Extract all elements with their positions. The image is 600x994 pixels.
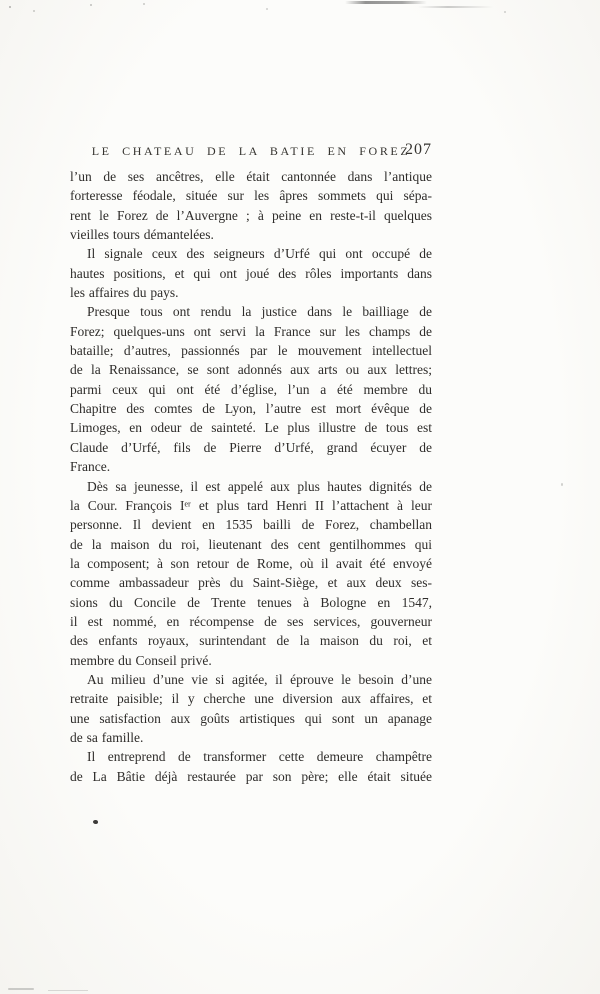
scan-speck <box>90 4 92 6</box>
text-line: de La Bâtie déjà restaurée par son père; elle était située <box>70 768 432 784</box>
text-line: parmi ceux qui ont été d’église, l’un a été membre du <box>70 381 432 397</box>
text-line: de sa famille. <box>70 729 144 745</box>
text-line: les affaires du pays. <box>70 285 179 301</box>
text-line: personne. Il devient en 1535 bailli de Forez, chambellan <box>70 517 432 533</box>
running-head <box>70 141 432 167</box>
text-line: France. <box>70 459 111 475</box>
ink-dot <box>93 820 98 824</box>
paragraph <box>70 302 432 476</box>
paragraph <box>70 244 432 302</box>
text-line: forteresse féodale, située sur les âpres sommets qui sépa- <box>70 188 432 204</box>
text-line: hautes positions, et qui ont joué des rôles importants dans <box>70 265 432 281</box>
text-line: de la maison du roi, lieutenant des cent gentilhommes qui <box>70 536 432 552</box>
scan-speck <box>504 11 506 13</box>
scan-speck <box>143 3 145 5</box>
paragraph <box>70 747 432 786</box>
page-number: 207 <box>405 141 432 158</box>
scan-speck <box>9 6 11 8</box>
text-line: Forez; quelques-uns ont servi la France sur les champs de <box>70 323 432 339</box>
scan-speck <box>561 483 563 486</box>
text-line: vieilles tours démantelées. <box>70 227 214 243</box>
text-line: Il signale ceux des seigneurs d’Urfé qui ont occupé de <box>87 246 432 262</box>
text-line: sions du Concile de Trente tenues à Bologne en 1547, <box>70 594 432 610</box>
text-line: Il entreprend de transformer cette demeure champêtre <box>87 749 432 765</box>
paragraph <box>70 477 432 670</box>
paragraph <box>70 167 432 244</box>
text-line: Chapitre des comtes de Lyon, l’autre est mort évêque de <box>70 401 432 417</box>
running-head-title: LE CHATEAU DE LA BATIE EN FOREZ <box>91 144 411 158</box>
text-column <box>70 141 432 786</box>
paragraph <box>70 670 432 747</box>
text-line: Claude d’Urfé, fils de Pierre d’Urfé, grand écuyer de <box>70 439 432 455</box>
text-line: Au milieu d’une vie si agitée, il éprouve le besoin d’une <box>87 671 432 687</box>
scan-mark-bottom <box>8 988 34 990</box>
text-line: de la Renaissance, se sont adonnés aux arts ou aux lettres; <box>70 362 432 378</box>
text-line: il est nommé, en récompense de ses services, gouverneur <box>70 613 432 629</box>
text-line: rent le Forez de l’Auvergne ; à peine en reste-t-il quelques <box>70 207 432 223</box>
text-line: une satisfaction aux goûts artistiques qui sont un apanage <box>70 710 432 726</box>
text-line: bataille; d’autres, passionnés par le mouvement intellectuel <box>70 343 432 359</box>
text-line: des enfants royaux, surintendant de la maison du roi, et <box>70 633 432 649</box>
scan-smudge-top-2 <box>418 6 493 8</box>
text-line: Limoges, en odeur de sainteté. Le plus illustre de tous est <box>70 420 432 436</box>
scan-speck <box>266 8 268 10</box>
text-line: Presque tous ont rendu la justice dans le bailliage de <box>87 304 432 320</box>
scan-mark-bottom-2 <box>48 990 88 991</box>
scan-speck <box>33 10 35 12</box>
text-line: la composent; à son retour de Rome, où il avait été envoyé <box>70 555 432 571</box>
text-line: la Cour. François Iᵉʳ et plus tard Henri II l’attachent à leur <box>70 497 432 513</box>
text-line: Dès sa jeunesse, il est appelé aux plus hautes dignités de <box>87 478 432 494</box>
scan-smudge-top <box>345 1 427 4</box>
body-text <box>70 167 432 786</box>
text-line: comme ambassadeur près du Saint-Siège, et aux deux ses- <box>70 575 432 591</box>
text-line: membre du Conseil privé. <box>70 652 212 668</box>
text-line: l’un de ses ancêtres, elle était cantonnée dans l’antique <box>70 169 432 184</box>
text-line: retraite paisible; il y cherche une diversion aux affaires, et <box>70 691 432 707</box>
